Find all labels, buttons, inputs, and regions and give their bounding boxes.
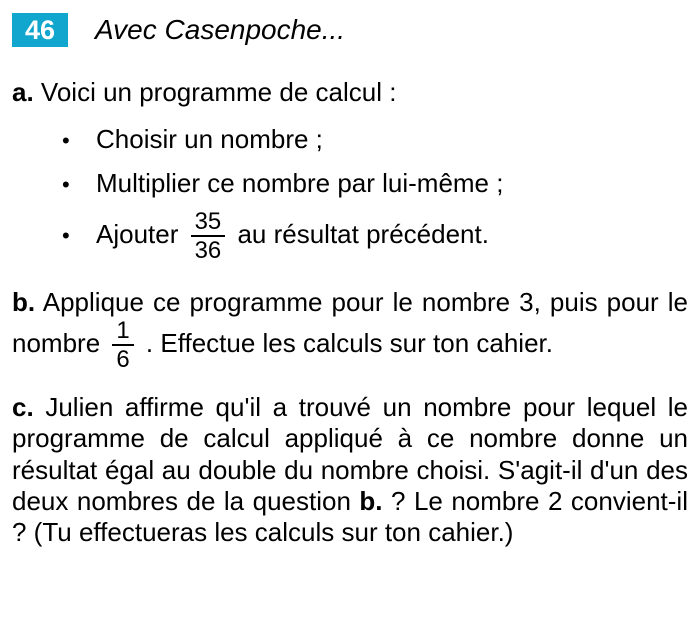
fraction-35-36	[191, 209, 226, 263]
part-a-label: a.	[12, 77, 34, 107]
fraction-denominator: 36	[194, 236, 222, 264]
exercise-number-badge: 46	[12, 13, 68, 47]
fraction-1-6	[112, 318, 133, 372]
step-2-text: Multiplier ce nombre par lui-même ;	[96, 168, 504, 199]
part-c-text-2: ? Le nombre 2 convient-il ? (Tu effectueras les calculs sur ton cahier.)	[12, 485, 688, 547]
part-c-text-1: Julien affirme qu'il a trouvé un nombre pour lequel le programme de calcul appliqué à ce nombre donne un résultat égal au double du nombre choisi. S'agit-il d'un des deux nombres de la question	[12, 392, 688, 516]
step-1-text: Choisir un nombre ;	[96, 124, 323, 155]
fraction-numerator: 1	[112, 318, 133, 346]
part-a-text: Voici un programme de calcul :	[40, 77, 397, 107]
program-steps-list	[12, 124, 688, 263]
part-b-paragraph	[12, 287, 688, 372]
part-c-paragraph	[12, 392, 688, 548]
part-a-paragraph	[12, 77, 688, 108]
bullet-icon: •	[62, 222, 70, 248]
step-3-text-after: au résultat précédent.	[237, 218, 489, 249]
fraction-numerator: 35	[191, 209, 226, 237]
list-item	[62, 124, 688, 155]
part-b-label: b.	[12, 286, 36, 317]
bullet-icon: •	[62, 172, 70, 198]
list-item	[62, 168, 688, 199]
part-c-bold-b-reference: b.	[359, 485, 383, 516]
exercise-header	[12, 13, 688, 47]
part-c-label: c.	[12, 392, 34, 423]
fraction-denominator: 6	[116, 346, 130, 374]
part-b-text-after: . Effectue les calculs sur ton cahier.	[145, 327, 553, 358]
bullet-icon: •	[62, 128, 70, 154]
list-item	[62, 209, 688, 263]
exercise-title: Avec Casenpoche...	[95, 14, 346, 46]
step-3-text-before: Ajouter	[96, 218, 179, 249]
part-b-text-before: Applique ce programme pour le nombre 3, puis pour le nombre	[12, 286, 689, 358]
